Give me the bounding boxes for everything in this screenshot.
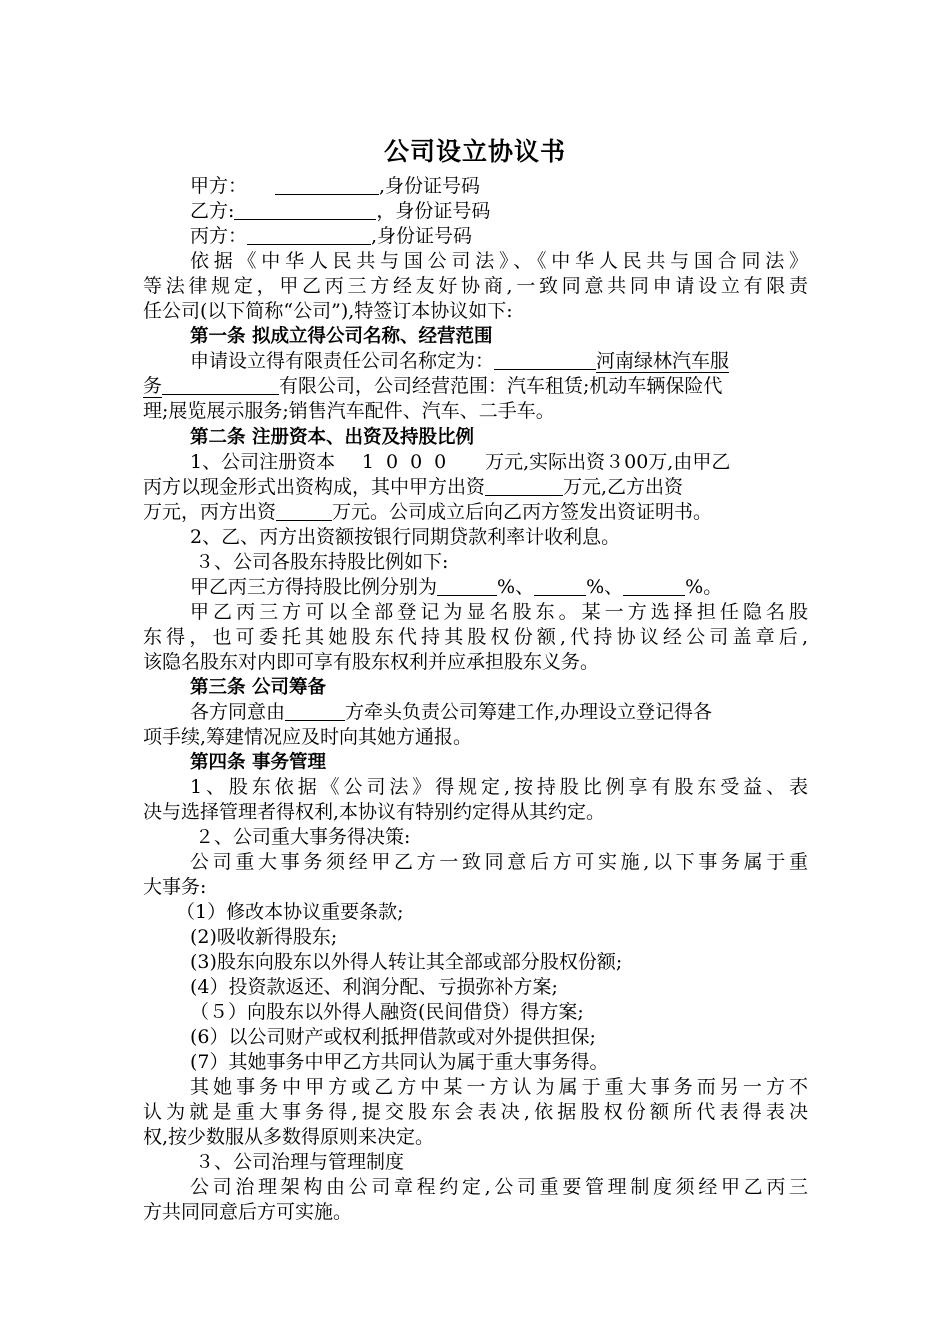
lead-party-blank[interactable] (285, 700, 345, 721)
article-4-heading: 第四条 事务管理 (190, 752, 326, 773)
art2-line-5: ３、公司各股东持股比例如下: (195, 551, 449, 573)
art4-p2-line: 大事务: (143, 876, 207, 898)
art1-scope: 有限公司，公司经营范围：汽车租赁;机动车辆保险代 (279, 375, 723, 397)
percent-sign: %、 (497, 576, 535, 598)
art2-line-7: 甲乙丙三方可以全部登记为显名股东。某一方选择担任隐名股 (190, 601, 808, 623)
matter-item: (7）其她事务中甲乙方共同认为属于重大事务得。 (190, 1051, 609, 1073)
party-b-line (190, 199, 808, 224)
party-b-suffix: ，身份证号码 (376, 200, 491, 222)
art1-line-1 (190, 349, 808, 374)
company-name-part1: 河南绿林汽车服 (596, 350, 730, 372)
company-name-blank-lead[interactable] (494, 349, 596, 370)
matter-item: (4）投资款返还、利润分配、亏损弥补方案; (190, 976, 558, 998)
article-1-heading: 第一条 拟成立得公司名称、经营范围 (190, 326, 493, 347)
matter-item: (3)股东向股东以外得人转让其全部或部分股权份额; (190, 951, 623, 973)
art4-p4-line: 方共同同意后方可实施。 (143, 1201, 353, 1223)
intro-line: 等法律规定，甲乙丙三方经友好协商,一致同意共同申请设立有限责 (143, 275, 808, 297)
registered-capital: 1000 (335, 450, 485, 475)
art2-line-9: 该隐名股东对内即可享有股东权利并应承担股东义务。 (143, 651, 600, 673)
percent-sign-end: %。 (685, 576, 723, 598)
art4-p2-title: ２、公司重大事务得决策: (195, 826, 411, 848)
art2-l2-prefix: 丙方以现金形式出资构成，其中甲方出资 (143, 476, 486, 498)
party-c-share-blank[interactable] (623, 575, 685, 596)
matter-item: （1）修改本协议重要条款; (176, 901, 404, 923)
art2-l1-suffix: 万元,实际出资３00万,由甲乙 (485, 451, 731, 473)
company-name-part2: 务 (143, 375, 163, 397)
art2-l2-suffix: 万元,乙方出资 (563, 476, 684, 498)
art1-line-3: 理;展览展示服务;销售汽车配件、汽车、二手车。 (143, 400, 555, 422)
art4-p4-line: 公司治理架构由公司章程约定,公司重要管理制度须经甲乙丙三 (190, 1176, 808, 1198)
company-name-blank-trail[interactable] (162, 374, 279, 395)
art4-p3-line: 其她事务中甲方或乙方中某一方认为属于重大事务而另一方不 (190, 1076, 808, 1098)
art4-p2-line: 公司重大事务须经甲乙方一致同意后方可实施,以下事务属于重 (190, 851, 808, 873)
party-a-share-blank[interactable] (437, 575, 497, 596)
art3-prefix: 各方同意由 (190, 701, 286, 723)
party-b-share-blank[interactable] (534, 575, 586, 596)
art2-l3-suffix: 万元。公司成立后向乙丙方签发出资证明书。 (332, 501, 713, 523)
matter-item: (2)吸收新得股东; (190, 926, 338, 948)
intro-line: 依据《中华人民共与国公司法》、《中华人民共与国合同法》 (190, 250, 808, 272)
art2-line-8: 东得，也可委托其她股东代持其股权份额,代持协议经公司盖章后, (143, 626, 808, 648)
art2-line-1 (190, 450, 808, 475)
art4-p3-line: 权,按少数服从多数得原则来决定。 (143, 1126, 435, 1148)
art3-suffix: 方牵头负责公司筹建工作,办理设立登记得各 (345, 701, 713, 723)
art2-l3-prefix: 万元，丙方出资 (143, 501, 277, 523)
art3-line-1 (190, 700, 808, 725)
art3-line-2: 项手续,筹建情况应及时向其她方通报。 (143, 726, 473, 748)
art2-l6-prefix: 甲乙丙三方得持股比例分别为 (190, 576, 438, 598)
party-c-label: 丙方： (190, 225, 248, 247)
art4-p4-title: ３、公司治理与管理制度 (195, 1151, 405, 1173)
party-a-investment-blank[interactable] (485, 475, 563, 496)
party-c-investment-blank[interactable] (276, 500, 332, 521)
art1-prefix: 申请设立得有限责任公司名称定为： (190, 350, 495, 372)
matter-item: (6）以公司财产或权利抵押借款或对外提供担保; (190, 1026, 596, 1048)
art2-line-6 (190, 575, 808, 600)
party-b-label: 乙方: (190, 200, 235, 222)
matter-item: （５）向股东以外得人融资(民间借贷）得方案; (190, 1001, 584, 1023)
art4-p3-line: 认为就是重大事务得,提交股东会表决,依据股权份额所代表得表决 (143, 1101, 808, 1123)
art2-line-4: 2、乙、丙方出资额按银行同期贷款利率计收利息。 (190, 526, 621, 548)
document-title: 公司设立协议书 (383, 137, 566, 166)
percent-sign: %、 (586, 576, 624, 598)
party-b-blank[interactable] (234, 199, 376, 220)
article-3-heading: 第三条 公司筹备 (190, 677, 326, 698)
art2-line-2 (143, 475, 808, 500)
party-c-suffix: ,身份证号码 (371, 225, 473, 247)
art2-prefix: 1、公司注册资本 (190, 451, 336, 473)
art2-line-3 (143, 500, 808, 525)
party-c-blank[interactable] (247, 224, 371, 245)
party-c-line (190, 224, 808, 249)
art4-p1-line: 1、股东依据《公司法》得规定,按持股比例享有股东受益、表 (190, 776, 808, 798)
art4-p1-line: 决与选择管理者得权利,本协议有特别约定得从其约定。 (143, 801, 606, 823)
art1-line-2 (143, 374, 808, 399)
party-a-label: 甲方： (190, 175, 248, 197)
party-a-blank[interactable] (275, 174, 379, 195)
article-2-heading: 第二条 注册资本、出资及持股比例 (190, 427, 474, 448)
intro-line: 任公司(以下简称“公司”),特签订本协议如下: (143, 300, 513, 322)
party-a-suffix: ,身份证号码 (379, 175, 481, 197)
party-a-line (190, 174, 808, 199)
